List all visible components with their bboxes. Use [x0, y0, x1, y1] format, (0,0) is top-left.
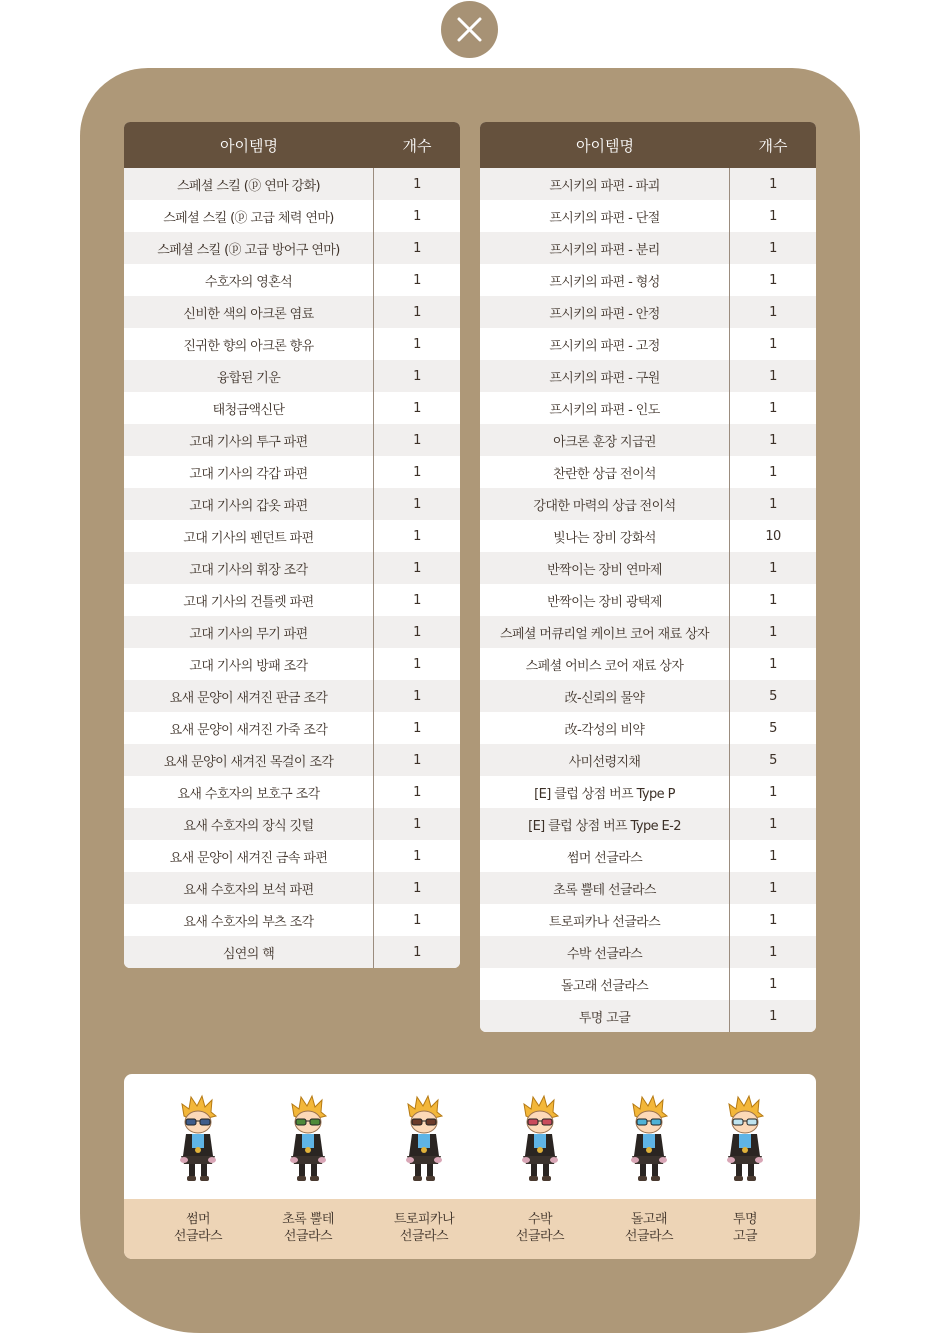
table-row: [124, 936, 460, 968]
caption-line: 초록 뿔테: [282, 1212, 334, 1227]
item-quantity: 1: [413, 656, 421, 672]
table-row: [124, 456, 460, 488]
table-row: [480, 904, 816, 936]
table-row: [480, 456, 816, 488]
table-body: [480, 168, 816, 1032]
item-name: 프시키의 파편 - 단절: [480, 200, 730, 232]
table-row: [124, 424, 460, 456]
item-name: 프시키의 파편 - 고정: [480, 328, 730, 360]
header-quantity: 개수: [402, 136, 432, 155]
header-item-name: 아이템명: [576, 136, 634, 155]
item-quantity: 1: [769, 496, 777, 512]
item-quantity: 1: [413, 880, 421, 896]
item-quantity: 1: [769, 944, 777, 960]
item-name: 스페셜 스킬 (ⓟ 고급 방어구 연마): [124, 232, 374, 264]
table-row: [480, 712, 816, 744]
item-quantity: 1: [413, 592, 421, 608]
caption-line: 투명: [732, 1212, 758, 1227]
item-quantity: 1: [769, 560, 777, 576]
item-quantity: 1: [413, 432, 421, 448]
item-name: 반짝이는 장비 연마제: [480, 552, 730, 584]
table-row: [480, 584, 816, 616]
costume-caption: [690, 1211, 800, 1245]
item-quantity: 1: [413, 720, 421, 736]
costume-preview: [124, 1074, 816, 1259]
item-quantity: 5: [769, 752, 777, 768]
costume-caption: [594, 1211, 704, 1245]
item-name: 트로피카나 선글라스: [480, 904, 730, 936]
item-name: 프시키의 파편 - 인도: [480, 392, 730, 424]
item-quantity: 1: [413, 272, 421, 288]
item-quantity: 1: [413, 912, 421, 928]
item-quantity: 5: [769, 688, 777, 704]
table-row: [124, 584, 460, 616]
caption-bar: [124, 1199, 816, 1259]
item-quantity: 1: [413, 752, 421, 768]
item-quantity: 1: [769, 400, 777, 416]
table-row: [124, 360, 460, 392]
item-quantity: 1: [769, 624, 777, 640]
item-quantity: 1: [413, 208, 421, 224]
item-quantity: 1: [413, 944, 421, 960]
item-name: 요새 수호자의 보석 파편: [124, 872, 374, 904]
item-quantity: 1: [413, 304, 421, 320]
item-name: 수박 선글라스: [480, 936, 730, 968]
item-name: 초록 뿔테 선글라스: [480, 872, 730, 904]
item-name: 찬란한 상급 전이석: [480, 456, 730, 488]
item-quantity: 1: [413, 528, 421, 544]
item-name: 스페셜 스킬 (ⓟ 고급 체력 연마): [124, 200, 374, 232]
header-quantity: 개수: [758, 136, 788, 155]
item-name: [E] 클럽 상점 버프 Type E-2: [480, 808, 730, 840]
item-name: 스페셜 머큐리얼 케이브 코어 재료 상자: [480, 616, 730, 648]
caption-line: 썸머: [185, 1212, 211, 1227]
item-name: 빛나는 장비 강화석: [480, 520, 730, 552]
table-row: [124, 616, 460, 648]
table-row: [480, 744, 816, 776]
costume-caption: [369, 1211, 479, 1245]
item-name: 요새 문양이 새겨진 가죽 조각: [124, 712, 374, 744]
item-name: 고대 기사의 휘장 조각: [124, 552, 374, 584]
character-row: [124, 1074, 816, 1199]
item-name: 아크론 훈장 지급권: [480, 424, 730, 456]
item-name: 改-신뢰의 물약: [480, 680, 730, 712]
item-quantity: 1: [413, 624, 421, 640]
table-row: [480, 552, 816, 584]
table-row: [124, 904, 460, 936]
table-row: [124, 808, 460, 840]
caption-line: 선글라스: [399, 1229, 449, 1244]
item-name: 고대 기사의 갑옷 파편: [124, 488, 374, 520]
character-sprite: [725, 1094, 765, 1184]
table-row: [480, 488, 816, 520]
character-sprite: [629, 1094, 669, 1184]
item-name: 신비한 색의 아크론 염료: [124, 296, 374, 328]
table-row: [480, 200, 816, 232]
character-sprite: [178, 1094, 218, 1184]
item-quantity: 1: [413, 784, 421, 800]
item-name: 고대 기사의 무기 파편: [124, 616, 374, 648]
table-row: [480, 392, 816, 424]
item-quantity: 1: [769, 208, 777, 224]
table-row: [480, 968, 816, 1000]
item-quantity: 1: [769, 336, 777, 352]
item-name: 융합된 기운: [124, 360, 374, 392]
item-table-left: [124, 122, 460, 968]
item-quantity: 1: [413, 368, 421, 384]
item-name: 썸머 선글라스: [480, 840, 730, 872]
table-row: [480, 776, 816, 808]
item-name: 고대 기사의 펜던트 파편: [124, 520, 374, 552]
table-row: [124, 680, 460, 712]
item-name: 고대 기사의 각갑 파편: [124, 456, 374, 488]
item-name: 요새 문양이 새겨진 금속 파편: [124, 840, 374, 872]
item-quantity: 1: [769, 176, 777, 192]
caption-line: 선글라스: [173, 1229, 223, 1244]
item-quantity: 1: [769, 912, 777, 928]
item-quantity: 1: [769, 464, 777, 480]
item-name: 태청금액신단: [124, 392, 374, 424]
item-quantity: 1: [769, 816, 777, 832]
item-name: 프시키의 파편 - 형성: [480, 264, 730, 296]
item-quantity: 1: [769, 784, 777, 800]
item-quantity: 1: [769, 368, 777, 384]
item-quantity: 1: [413, 400, 421, 416]
item-name: 심연의 핵: [124, 936, 374, 968]
table-row: [480, 168, 816, 200]
item-quantity: 1: [769, 880, 777, 896]
item-quantity: 1: [413, 848, 421, 864]
table-row: [480, 616, 816, 648]
caption-line: 트로피카나: [393, 1212, 455, 1227]
item-name: 스페셜 스킬 (ⓟ 연마 강화): [124, 168, 374, 200]
costume-caption: [143, 1211, 253, 1245]
character-sprite: [404, 1094, 444, 1184]
table-header: [480, 122, 816, 168]
table-row: [124, 264, 460, 296]
item-quantity: 1: [413, 464, 421, 480]
caption-line: 선글라스: [515, 1229, 565, 1244]
table-row: [480, 648, 816, 680]
item-quantity: 1: [413, 688, 421, 704]
item-quantity: 1: [769, 304, 777, 320]
item-name: 투명 고글: [480, 1000, 730, 1032]
caption-line: 돌고래: [630, 1212, 668, 1227]
table-row: [480, 296, 816, 328]
table-row: [124, 168, 460, 200]
table-row: [124, 840, 460, 872]
item-name: 강대한 마력의 상급 전이석: [480, 488, 730, 520]
item-quantity: 1: [769, 432, 777, 448]
item-quantity: 1: [769, 976, 777, 992]
item-table-right: [480, 122, 816, 1032]
table-row: [480, 808, 816, 840]
item-name: 돌고래 선글라스: [480, 968, 730, 1000]
item-name: 스페셜 어비스 코어 재료 상자: [480, 648, 730, 680]
costume-caption: [485, 1211, 595, 1245]
item-name: 사미선령지채: [480, 744, 730, 776]
item-name: 요새 문양이 새겨진 목걸이 조각: [124, 744, 374, 776]
item-quantity: 1: [413, 240, 421, 256]
table-row: [124, 392, 460, 424]
table-row: [480, 520, 816, 552]
item-quantity: 1: [413, 496, 421, 512]
item-name: 요새 문양이 새겨진 판금 조각: [124, 680, 374, 712]
character-sprite: [520, 1094, 560, 1184]
item-name: 고대 기사의 투구 파편: [124, 424, 374, 456]
table-row: [480, 840, 816, 872]
item-name: 改-각성의 비약: [480, 712, 730, 744]
item-name: 고대 기사의 건틀렛 파편: [124, 584, 374, 616]
table-row: [124, 328, 460, 360]
caption-line: 고글: [732, 1229, 758, 1244]
table-row: [480, 232, 816, 264]
table-row: [480, 680, 816, 712]
caption-line: 선글라스: [624, 1229, 674, 1244]
table-row: [124, 872, 460, 904]
table-row: [480, 872, 816, 904]
item-quantity: 1: [769, 592, 777, 608]
item-name: 요새 수호자의 장식 깃털: [124, 808, 374, 840]
table-row: [124, 520, 460, 552]
header-item-name: 아이템명: [220, 136, 278, 155]
item-quantity: 1: [769, 1008, 777, 1024]
close-button[interactable]: [441, 1, 498, 58]
table-row: [124, 776, 460, 808]
caption-line: 수박: [527, 1212, 553, 1227]
table-row: [480, 264, 816, 296]
item-quantity: 1: [413, 336, 421, 352]
table-header: [124, 122, 460, 168]
reward-panel: [80, 68, 860, 1333]
character-sprite: [288, 1094, 328, 1184]
item-name: 수호자의 영혼석: [124, 264, 374, 296]
item-name: 프시키의 파편 - 분리: [480, 232, 730, 264]
table-row: [124, 232, 460, 264]
table-row: [124, 712, 460, 744]
item-quantity: 1: [413, 176, 421, 192]
item-name: 프시키의 파편 - 구원: [480, 360, 730, 392]
item-quantity: 1: [769, 848, 777, 864]
item-name: 고대 기사의 방패 조각: [124, 648, 374, 680]
item-quantity: 1: [769, 272, 777, 288]
table-body: [124, 168, 460, 968]
item-name: 프시키의 파편 - 안정: [480, 296, 730, 328]
table-row: [480, 424, 816, 456]
item-name: 요새 수호자의 보호구 조각: [124, 776, 374, 808]
item-quantity: 1: [769, 656, 777, 672]
table-row: [480, 328, 816, 360]
table-row: [124, 296, 460, 328]
item-quantity: 1: [769, 240, 777, 256]
table-row: [124, 200, 460, 232]
item-name: 프시키의 파편 - 파괴: [480, 168, 730, 200]
table-row: [124, 744, 460, 776]
item-name: [E] 클럽 상점 버프 Type P: [480, 776, 730, 808]
item-quantity: 1: [413, 560, 421, 576]
item-quantity: 5: [769, 720, 777, 736]
table-row: [124, 552, 460, 584]
item-name: 요새 수호자의 부츠 조각: [124, 904, 374, 936]
item-name: 반짝이는 장비 광택제: [480, 584, 730, 616]
table-row: [124, 648, 460, 680]
table-row: [480, 936, 816, 968]
costume-caption: [253, 1211, 363, 1245]
item-name: 진귀한 향의 아크론 향유: [124, 328, 374, 360]
caption-line: 선글라스: [283, 1229, 333, 1244]
table-row: [480, 360, 816, 392]
table-row: [124, 488, 460, 520]
close-icon: [441, 1, 498, 58]
table-row: [480, 1000, 816, 1032]
item-quantity: 1: [413, 816, 421, 832]
item-quantity: 10: [765, 528, 781, 544]
